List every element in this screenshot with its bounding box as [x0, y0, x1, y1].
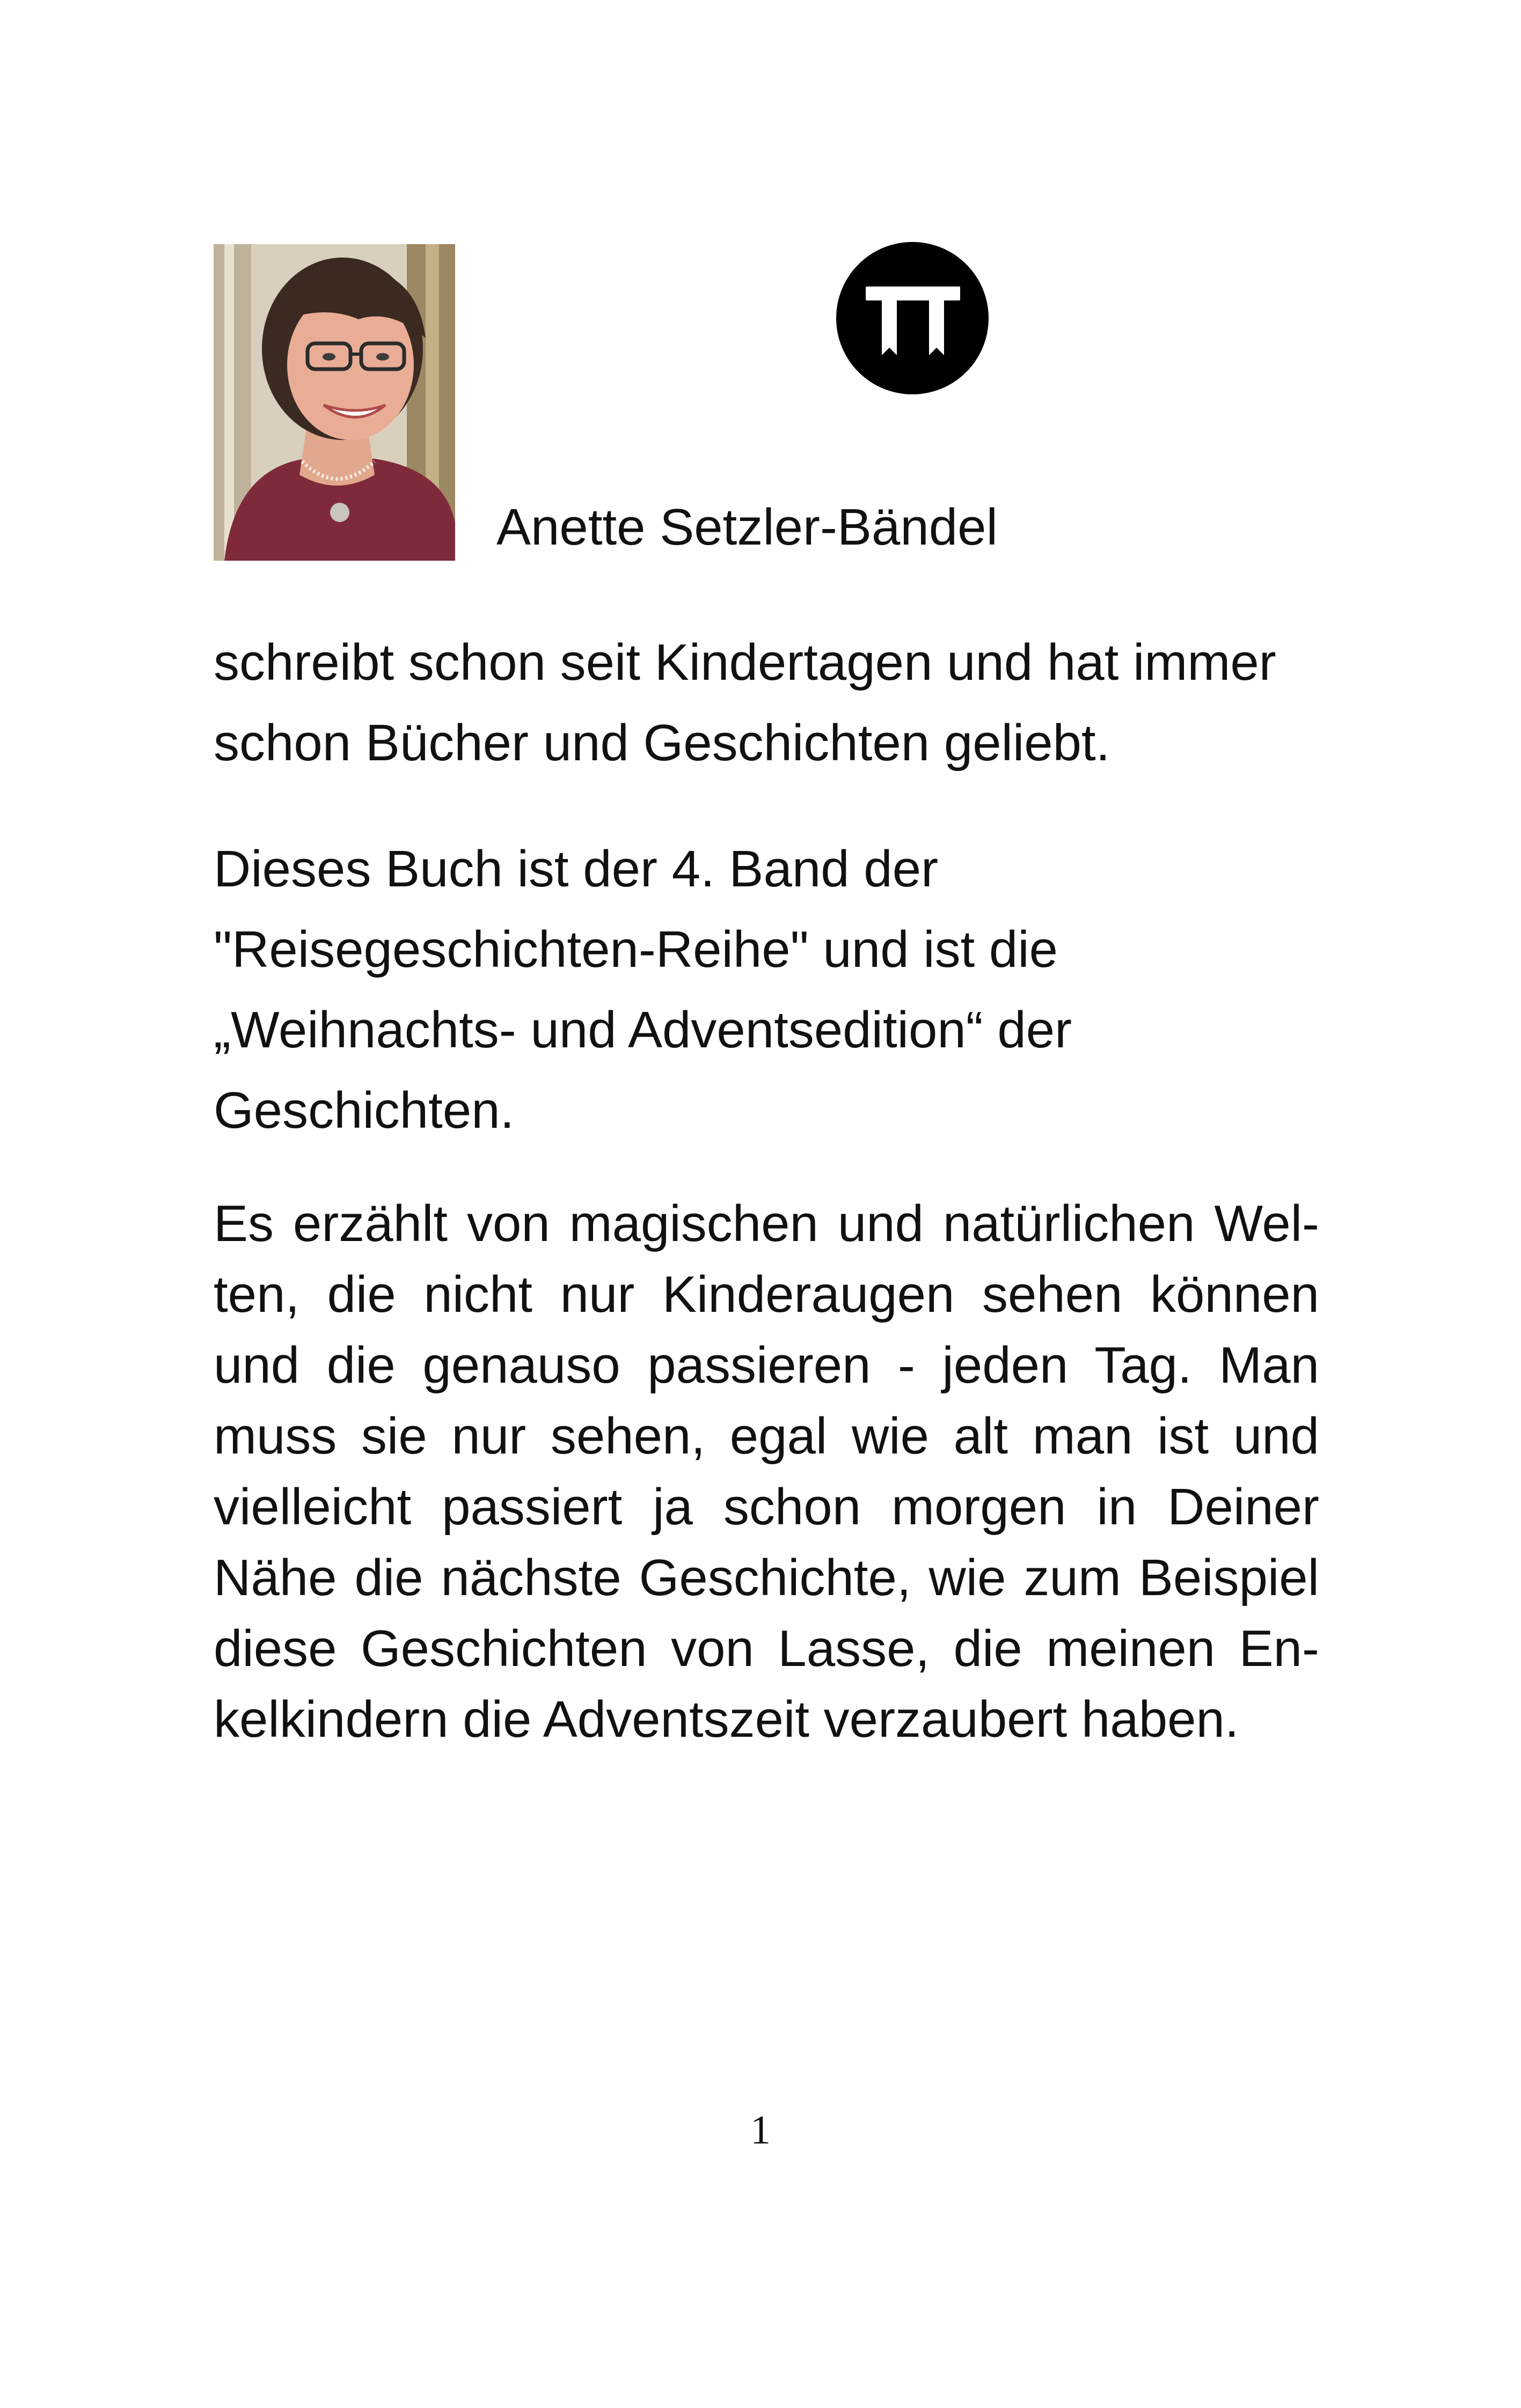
publisher-logo-icon: [835, 240, 990, 396]
page-number: 1: [750, 2108, 771, 2153]
author-photo: [214, 244, 455, 561]
author-portrait: [214, 244, 455, 561]
book-series-paragraph: Dieses Buch ist der 4. Band der "Reisegeschichten-Reihe" und ist die „Weihnachts- und Adventsedition“ der Geschichten.: [214, 840, 1072, 1139]
author-intro-paragraph: schreibt schon seit Kindertagen und hat immer schon Bücher und Geschichten geliebt.: [214, 634, 1276, 772]
author-name: Anette Setzler-Bändel: [496, 498, 998, 556]
book-description-paragraph: Es erzählt von magischen und natürlichen Welten, die nicht nur Kinderaugen sehen können und die genauso passieren - jeden Tag. Man muss sie nur sehen, egal wie alt man ist und vielleicht passiert ja schon morgen in Deiner Nähe die nächste Geschichte, wie zum Beispiel diese Geschichten von Lasse, die meinen Enkelkindern die Adventszeit verzaubert haben.: [214, 1195, 1319, 1748]
